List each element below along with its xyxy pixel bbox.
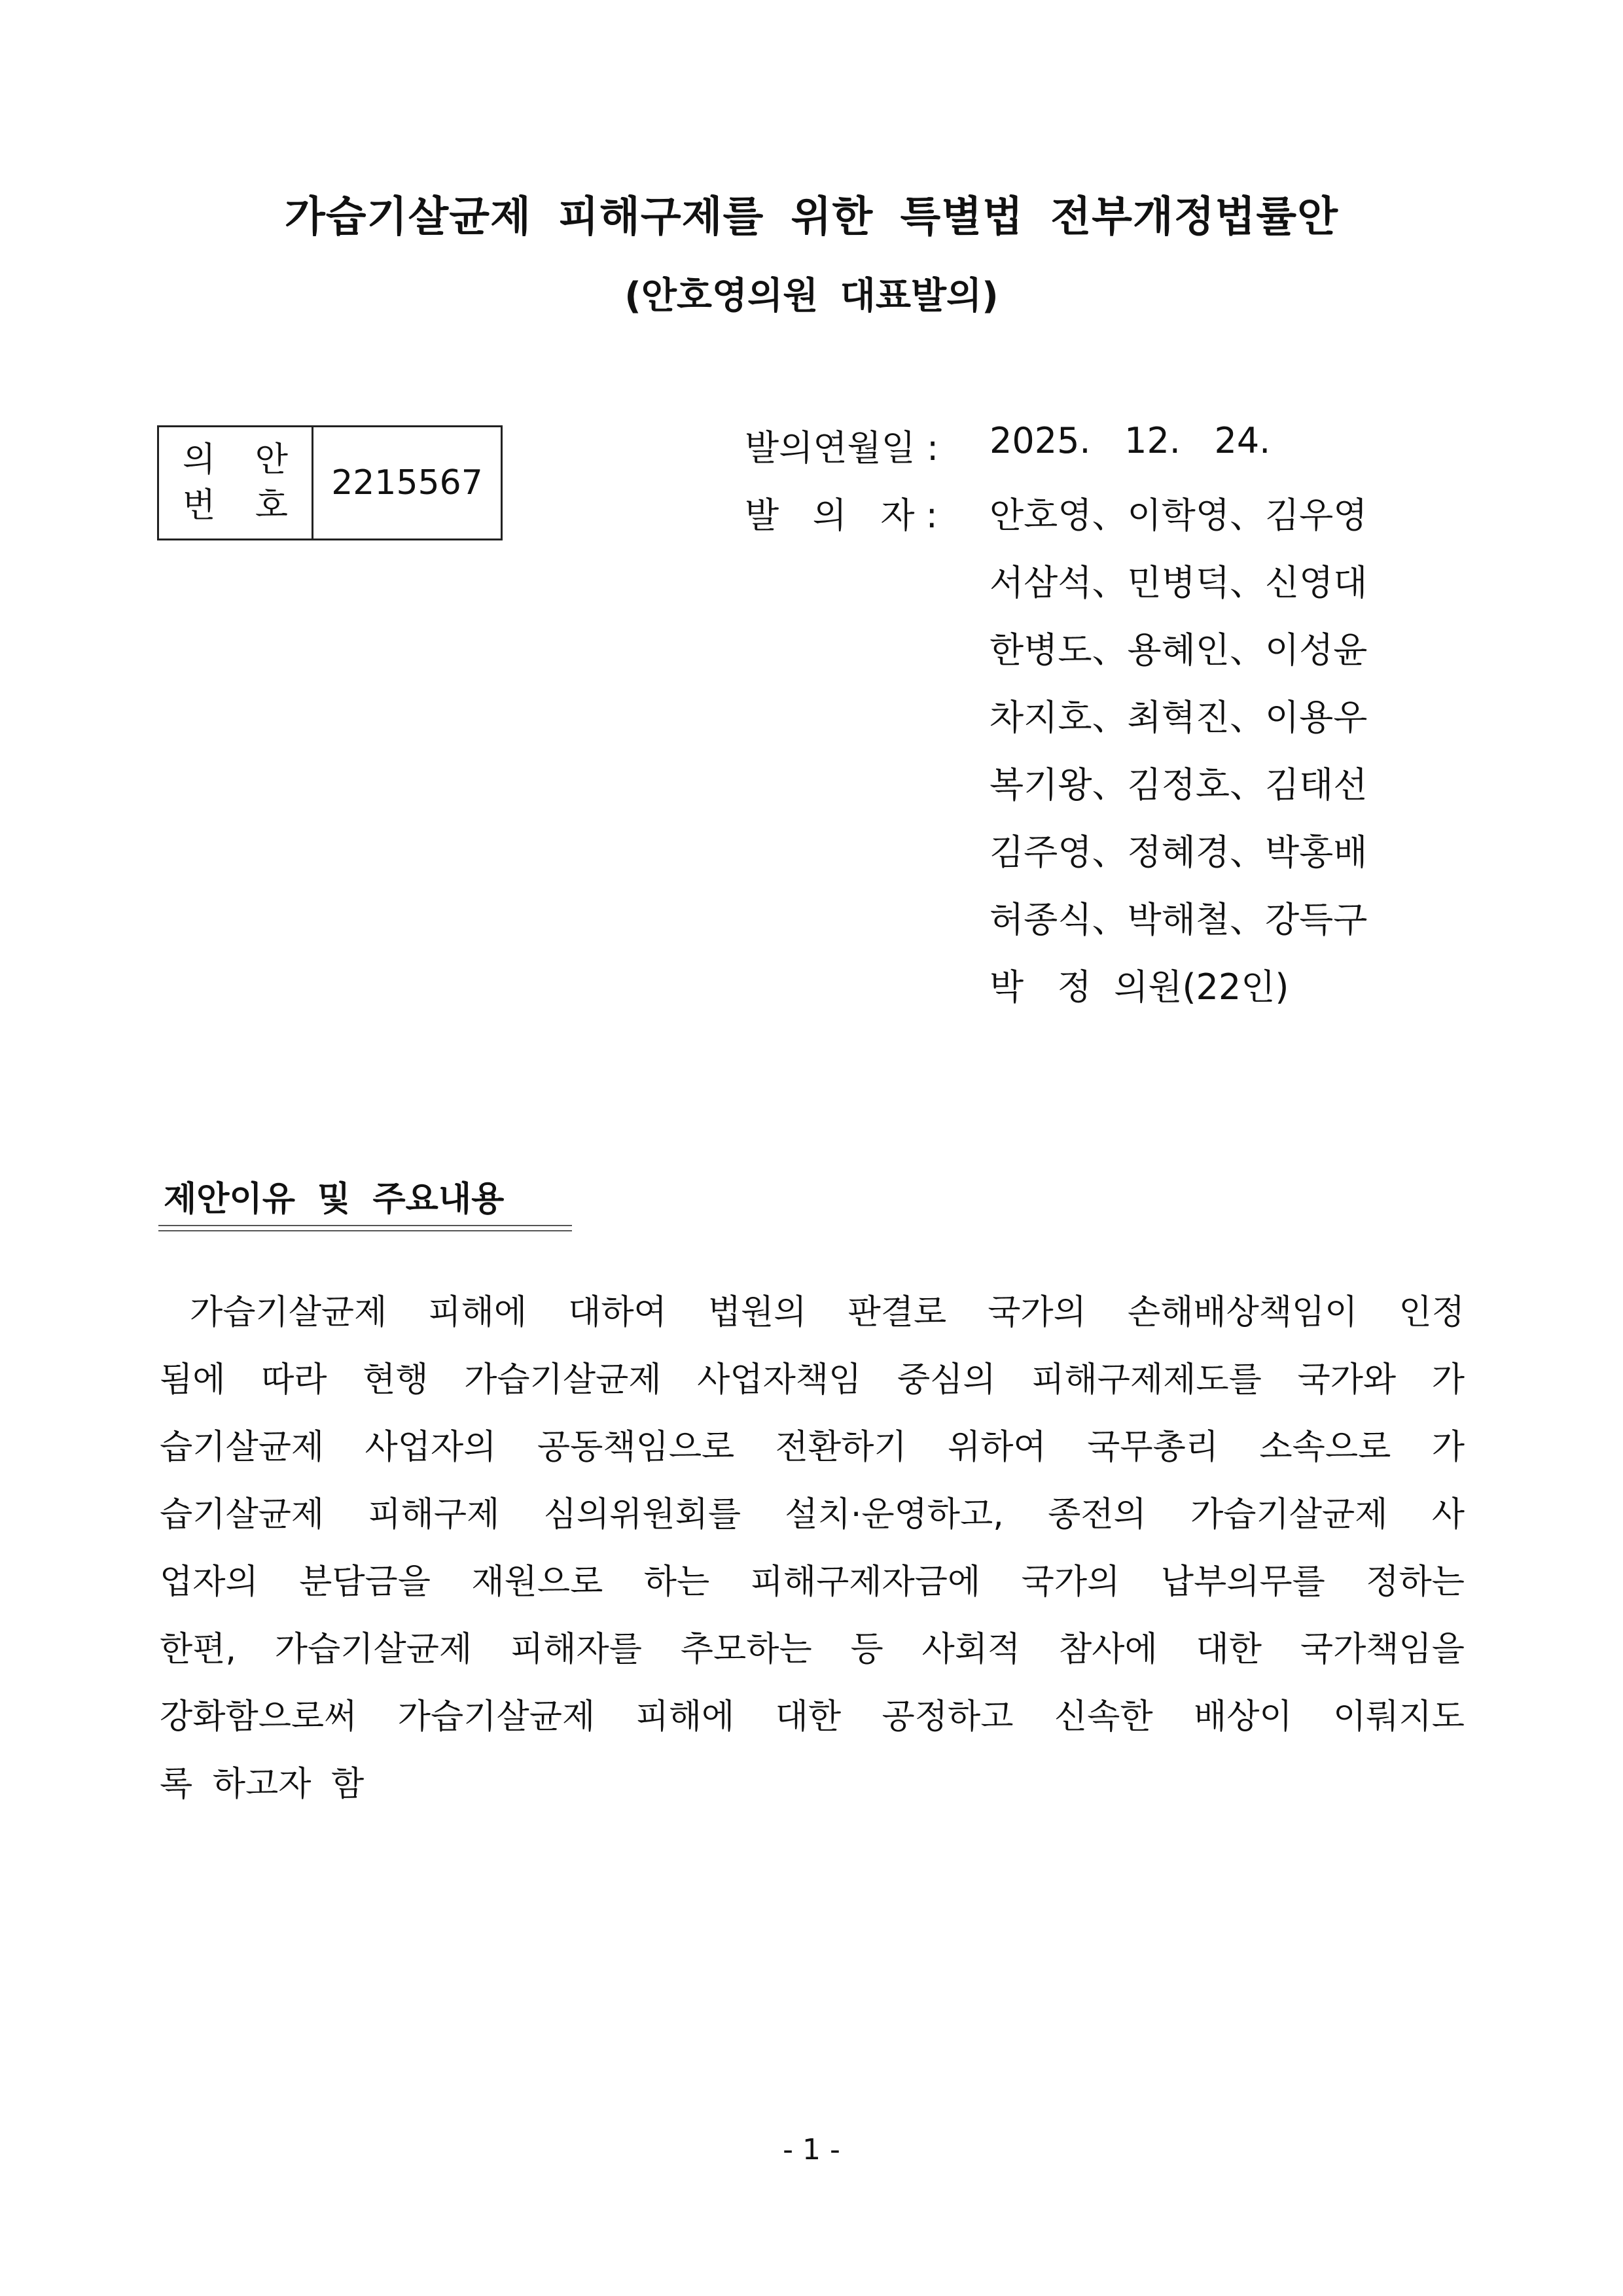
- proposer-line: 복기왕、김정호、김태선: [990, 764, 1368, 805]
- proposer-line: 서삼석、민병덕、신영대: [990, 562, 1368, 603]
- page-number: - 1 -: [783, 2133, 840, 2166]
- bill-number-label-line-2: 번 호: [183, 486, 302, 525]
- section-heading: 제안이유 및 주요내용: [164, 1180, 505, 1219]
- proposer-line: 안호영、이학영、김우영: [990, 495, 1368, 536]
- proposer-line: 김주영、정혜경、박홍배: [990, 832, 1368, 873]
- section-body: [160, 1279, 1465, 1818]
- body-line: 습기살균제 피해구제 심의위원회를 설치·운영하고, 종전의 가습기살균제 사: [160, 1495, 1465, 1534]
- bill-number-label: [159, 427, 313, 539]
- proposers-label: 발 의 자 :: [745, 495, 938, 536]
- body-line: 록 하고자 함: [160, 1765, 365, 1804]
- proposer-line: 차지호、최혁진、이용우: [990, 697, 1368, 738]
- body-line: 됨에 따라 현행 가습기살균제 사업자책임 중심의 피해구제제도를 국가와 가: [160, 1360, 1465, 1400]
- body-line: 강화함으로써 가습기살균제 피해에 대한 공정하고 신속한 배상이 이뤄지도: [160, 1697, 1465, 1737]
- bill-number-label-line-1: 의 안: [183, 440, 302, 480]
- body-line: 습기살균제 사업자의 공동책임으로 전환하기 위하여 국무총리 소속으로 가: [160, 1428, 1465, 1467]
- body-line: 가습기살균제 피해에 대하여 법원의 판결로 국가의 손해배상책임이 인정: [190, 1293, 1465, 1332]
- proposer-line: 박 정 의원(22인): [990, 966, 1289, 1008]
- section-heading-underline: [158, 1225, 572, 1231]
- proposal-date-value: 2025. 12. 24.: [990, 420, 1271, 461]
- proposer-line: 한병도、용혜인、이성윤: [990, 629, 1368, 671]
- body-line: 업자의 분담금을 재원으로 하는 피해구제자금에 국가의 납부의무를 정하는: [160, 1563, 1465, 1602]
- proposal-date-label: 발의연월일 :: [745, 427, 939, 468]
- document-title: 가습기살균제 피해구제를 위한 특별법 전부개정법률안: [284, 193, 1339, 241]
- document-subtitle: (안호영의원 대표발의): [624, 275, 999, 317]
- bill-number-value: 2215567: [331, 463, 483, 503]
- body-line: 한편, 가습기살균제 피해자를 추모하는 등 사회적 참사에 대한 국가책임을: [160, 1630, 1465, 1669]
- proposer-line: 허종식、박해철、강득구: [990, 899, 1368, 940]
- bill-number-box: [157, 425, 503, 540]
